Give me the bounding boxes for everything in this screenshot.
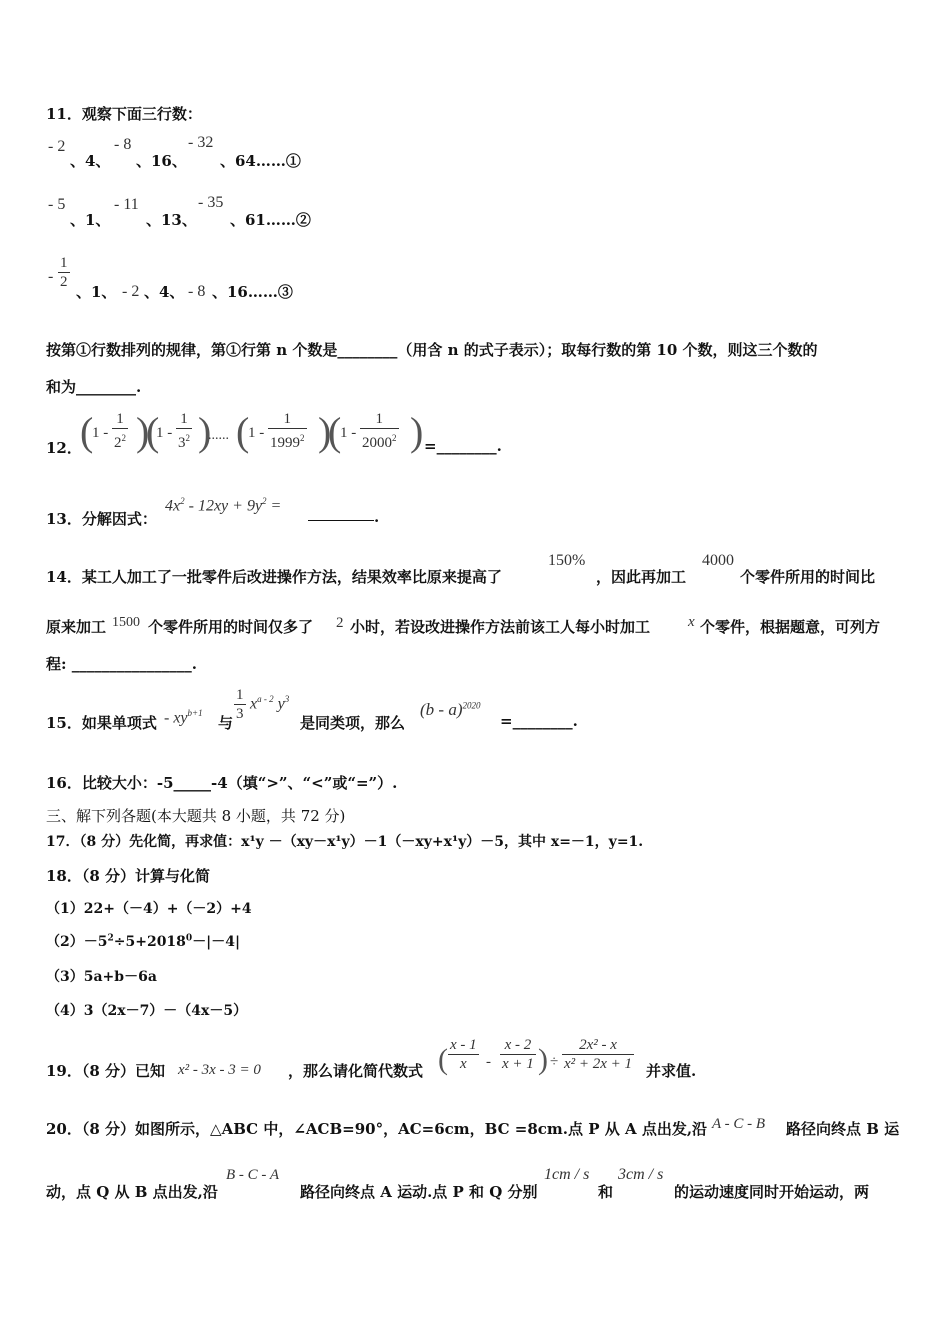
q11-text2: 和为________.	[46, 378, 142, 396]
q19-rparen: )	[538, 1043, 548, 1076]
q13-label: 13．分解因式：	[46, 510, 157, 528]
q15-mono2-x: x	[250, 695, 258, 713]
q11-r3-c: - 2	[122, 283, 140, 300]
q15-mono2-xexp: a - 2	[257, 694, 274, 704]
q19-frac3-den: x² + 2x + 1	[564, 1056, 633, 1072]
q14-line2-b: 个零件所用的时间仅多了	[148, 618, 314, 636]
q11-r2-a: - 5	[48, 196, 66, 213]
q12-frac4-exp: 2	[392, 433, 397, 443]
q12-frac-2	[176, 410, 192, 452]
q18-p2-exp: 2	[107, 933, 114, 944]
q14-pct: 150%	[548, 552, 586, 569]
q15-fraction	[234, 686, 246, 723]
q14-line1-c: 个零件所用的时间比	[740, 568, 876, 586]
q11-r3-e: - 8	[188, 283, 206, 300]
q20-line1-b: 路径向终点 B 运	[786, 1120, 900, 1138]
q11-r3-fraction	[58, 254, 70, 291]
section-3-heading: 三、解下列各题(本大题共 8 小题，共 72 分)	[46, 807, 346, 825]
q12-frac1-den	[112, 429, 128, 452]
q12-frac1-exp: 2	[121, 433, 126, 443]
q11-r3-den: 2	[60, 274, 68, 290]
q12-lparen-4: (	[328, 409, 342, 454]
q15-mono1	[164, 708, 203, 727]
q15-mono2	[250, 694, 289, 713]
q11-text1: 按第①行数排列的规律，第①行第 n 个数是________（用含 n 的式子表示）；取每行数的第 10 个数，则这三个数的	[46, 341, 818, 359]
q13-expr-a: 4x	[165, 497, 181, 515]
q12-one-minus-3: 1 -	[248, 425, 265, 441]
q14-line1-a: 14．某工人加工了一批零件后改进操作方法，结果效率比原来提高了	[46, 568, 502, 586]
q19-c: 并求值.	[646, 1062, 697, 1080]
q19-cond: x² - 3x - 3 = 0	[178, 1062, 261, 1078]
q11-r3-f: 、16……③	[212, 283, 293, 301]
q12-tail: =________.	[424, 437, 502, 455]
q11-r3-d: 、4、	[144, 283, 185, 301]
q12-lparen-2: (	[146, 409, 160, 454]
q11-r3-num: 1	[60, 255, 68, 271]
q11-r3-b: 、1、	[76, 283, 117, 301]
q15-expr-exp: 2020	[462, 700, 481, 711]
q12-rparen-4: )	[410, 409, 424, 454]
q18-p4: （4）3（2x－7）－（4x－5）	[46, 1003, 248, 1019]
q19-frac3-num: 2x² - x	[562, 1036, 634, 1055]
q18-p2-c: －|－4|	[192, 934, 241, 950]
q18-p2-a: （2）－5	[46, 934, 108, 950]
q12-frac2-den	[176, 429, 192, 452]
q14-line2-c: 小时，若设改进操作方法前该工人每小时加工	[350, 618, 651, 636]
q14-num2: 1500	[112, 615, 140, 630]
q12-frac2-exp: 2	[185, 433, 190, 443]
q11-r2-d: 、13、	[146, 211, 197, 229]
q12-frac3-den	[268, 429, 307, 452]
q12-frac1-num: 1	[112, 410, 128, 429]
q12-frac1-base: 2	[114, 435, 122, 451]
q15-b: 与	[218, 714, 234, 732]
q15-frac-den: 3	[236, 706, 244, 722]
q13-expr-b: - 12xy + 9y	[184, 497, 263, 515]
q12-one-minus-4: 1 -	[340, 425, 357, 441]
q15-mono2-y: y	[277, 695, 285, 713]
q11-r2-c: - 11	[114, 196, 139, 213]
q12-frac4-den	[360, 429, 399, 452]
q14-num3: 2	[336, 615, 344, 631]
q15-mono1-exp: b+1	[187, 708, 203, 718]
q20-path2: B - C - A	[226, 1167, 280, 1183]
q12-one-minus-1: 1 -	[92, 425, 109, 441]
q15-frac-num: 1	[236, 687, 244, 703]
q11-title: 11．观察下面三行数：	[46, 105, 202, 123]
q11-r1-f: 、64……①	[220, 152, 301, 170]
q12-lparen-3: (	[236, 409, 250, 454]
q12-rparen-3: )	[318, 409, 332, 454]
q20-line2-b: 路径向终点 A 运动.点 P 和 Q 分别	[300, 1183, 538, 1201]
q15-mono2-yexp: 3	[284, 694, 290, 704]
q12-dots: ......	[208, 428, 229, 443]
q19-frac1-den: x	[459, 1056, 467, 1072]
q12-frac4-num: 1	[360, 410, 399, 429]
q19-frac2-num: x - 2	[500, 1036, 536, 1055]
q20-v2: 3cm / s	[618, 1166, 664, 1183]
q19-divide: ÷	[550, 1054, 559, 1070]
q13-expr: $4x^2 - 12xy + 9y^2$ =	[165, 496, 282, 515]
q12-frac2-num: 1	[176, 410, 192, 429]
q15-c: 是同类项，那么	[300, 714, 406, 732]
q11-r1-e: - 32	[188, 134, 214, 151]
q17: 17．（8 分）先化简，再求值：x¹y －（xy－x¹y）－1（－xy+x¹y）－5，其中 x=－1，y=1.	[46, 834, 644, 850]
q20-line2-c: 和	[598, 1183, 614, 1201]
q15-d: =________.	[500, 712, 578, 730]
q12-one-minus-2: 1 -	[156, 425, 173, 441]
q19-frac2-den: x + 1	[502, 1056, 534, 1072]
q12-label: 12．	[46, 439, 82, 457]
q12-frac4-base: 2000	[362, 435, 392, 451]
q18-p3: （3）5a+b－6a	[46, 969, 157, 985]
q12-frac-4	[360, 410, 399, 452]
q18-p1: （1）22+（－4）+（－2）+4	[46, 901, 252, 917]
q18-title: 18．（8 分）计算与化简	[46, 867, 211, 885]
q14-line3: 程: ________________.	[46, 655, 197, 673]
q14-line2-a: 原来加工	[46, 618, 107, 636]
q14-line2-d: 个零件，根据题意，可列方	[700, 618, 881, 636]
q20-line1-a: 20．（8 分）如图所示，△ABC 中，∠ACB=90°，AC=6cm，BC =8cm.点 P 从 A 点出发,沿	[46, 1120, 708, 1138]
q15-expr	[420, 700, 480, 720]
q13-answer-blank[interactable]	[308, 506, 374, 521]
q19-frac1-num: x - 1	[450, 1037, 477, 1053]
q19-minus: -	[486, 1054, 491, 1070]
q12-frac-1	[112, 410, 128, 452]
q15-a: 15．如果单项式	[46, 714, 157, 732]
q11-r1-d: 、16、	[136, 152, 187, 170]
q13-expr-c: =	[266, 497, 282, 515]
q18-p2-b: ÷5+2018	[113, 934, 186, 950]
q19-lparen: (	[438, 1043, 448, 1076]
q11-r1-c: - 8	[114, 136, 132, 153]
q14-var: x	[688, 614, 695, 630]
q18-p2	[46, 931, 240, 951]
q18-p2-exp2: 0	[185, 933, 193, 944]
q12-frac3-exp: 2	[300, 433, 305, 443]
q20-line2-a: 动，点 Q 从 B 点出发,沿	[46, 1183, 218, 1201]
q19-frac2	[500, 1036, 536, 1073]
q12-frac-3	[268, 410, 307, 452]
q20-v1: 1cm / s	[544, 1166, 590, 1183]
q11-r1-b: 、4、	[70, 152, 111, 170]
q11-r2-f: 、61……②	[230, 211, 311, 229]
q12-frac2-base: 3	[178, 435, 186, 451]
q12-frac3-base: 1999	[270, 435, 300, 451]
q14-line1-b: ，因此再加工	[596, 568, 687, 586]
q13-tail: .	[374, 508, 380, 526]
q12-frac3-num: 1	[268, 410, 307, 429]
q15-expr-base: (b - a)	[420, 700, 463, 719]
q12-rparen-2: )	[198, 409, 212, 454]
q11-r1-a: - 2	[48, 138, 66, 155]
q15-mono1-base: - xy	[164, 709, 188, 727]
q14-num1: 4000	[702, 552, 734, 569]
q11-r2-b: 、1、	[70, 211, 111, 229]
q20-path1: A - C - B	[712, 1116, 766, 1132]
q19-frac3	[562, 1036, 634, 1073]
q19-a: 19．（8 分）已知	[46, 1062, 166, 1080]
q11-r3-minus: -	[48, 268, 54, 285]
q19-frac1	[448, 1036, 479, 1073]
q16: 16．比较大小：-5_____-4（填“>”、“<”或“=”）.	[46, 774, 398, 792]
q12-lparen-1: (	[80, 409, 94, 454]
q20-line2-d: 的运动速度同时开始运动，两	[674, 1183, 870, 1201]
q11-r2-e: - 35	[198, 194, 224, 211]
q19-b: ，那么请化简代数式	[288, 1062, 424, 1080]
q12-rparen-1: )	[136, 409, 150, 454]
